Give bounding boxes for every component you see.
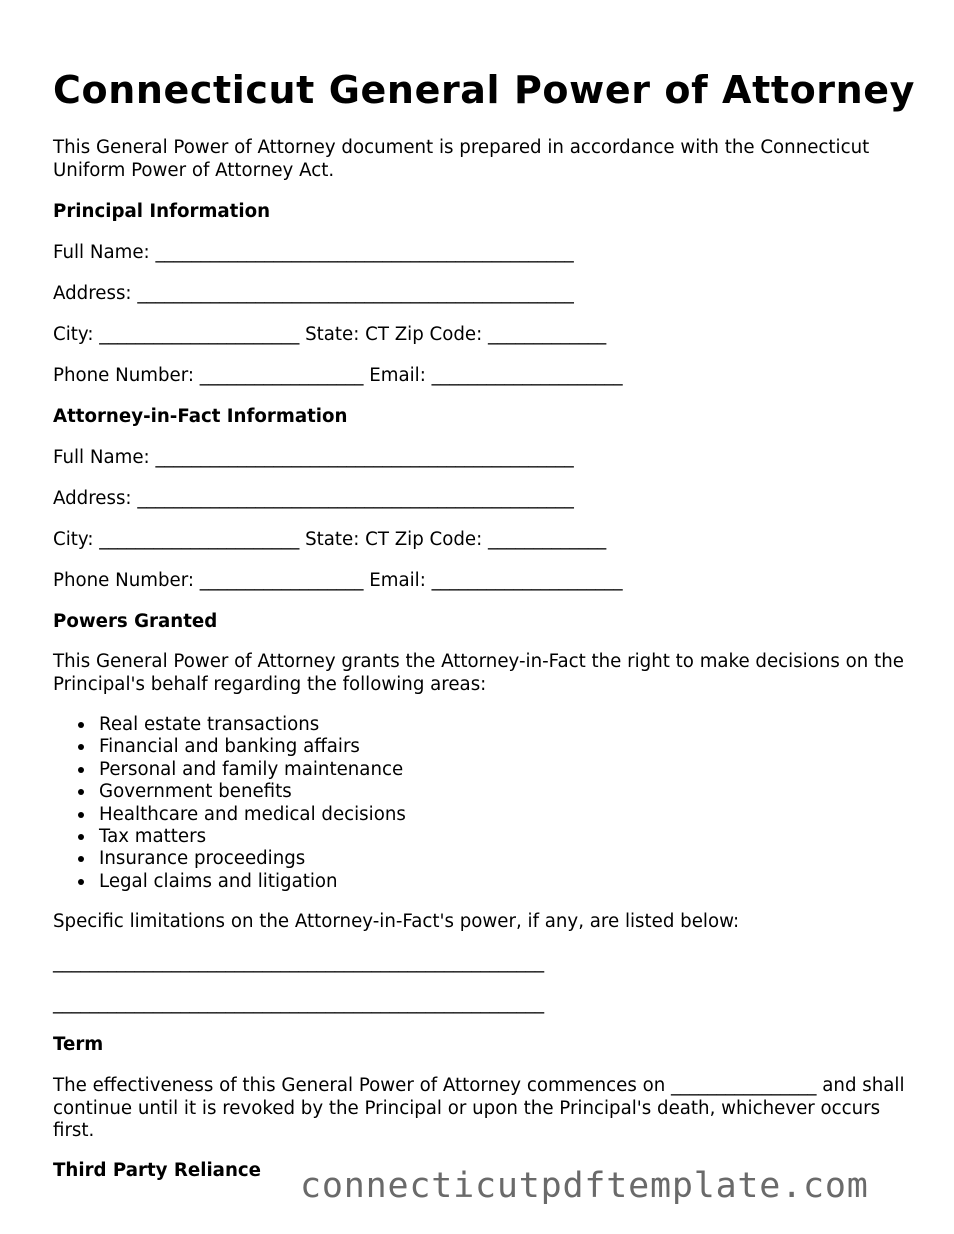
- limitations-text: Specific limitations on the Attorney-in-Fact's power, if any, are listed below:: [53, 911, 740, 932]
- limitation-line-1[interactable]: ______________________________________________________: [53, 952, 545, 973]
- limitation-line-2[interactable]: ______________________________________________________: [53, 993, 545, 1014]
- list-item: Insurance proceedings: [53, 848, 406, 870]
- list-item: Financial and banking affairs: [53, 736, 406, 758]
- principal-heading: Principal Information: [53, 201, 271, 222]
- document-title: Connecticut General Power of Attorney: [53, 68, 916, 112]
- attorney-heading: Attorney-in-Fact Information: [53, 406, 348, 427]
- list-item: Healthcare and medical decisions: [53, 804, 406, 826]
- watermark-text: connecticutpdftemplate.com: [300, 1166, 869, 1206]
- powers-intro-paragraph: This General Power of Attorney grants the Attorney-in-Fact the right to make decisions on the Principal's behalf regarding the following areas:: [53, 651, 904, 695]
- powers-list: [53, 714, 406, 893]
- principal-address-field[interactable]: Address: ________________________________________________: [53, 283, 574, 304]
- list-item: Government benefits: [53, 781, 406, 803]
- term-heading: Term: [53, 1034, 104, 1055]
- list-item: Real estate transactions: [53, 714, 406, 736]
- attorney-full-name-field[interactable]: Full Name: ______________________________________________: [53, 447, 574, 468]
- intro-paragraph: This General Power of Attorney document is prepared in accordance with the Connecticut Uniform Power of Attorney Act.: [53, 137, 870, 181]
- powers-heading: Powers Granted: [53, 611, 218, 632]
- principal-phone-email-field[interactable]: Phone Number: __________________ Email: _____________________: [53, 365, 623, 386]
- list-item: Tax matters: [53, 826, 406, 848]
- attorney-city-state-zip-field[interactable]: City: ______________________ State: CT Zip Code: _____________: [53, 529, 607, 550]
- principal-full-name-field[interactable]: Full Name: ______________________________________________: [53, 242, 574, 263]
- principal-city-state-zip-field[interactable]: City: ______________________ State: CT Zip Code: _____________: [53, 324, 607, 345]
- reliance-heading: Third Party Reliance: [53, 1160, 262, 1181]
- list-item: Legal claims and litigation: [53, 871, 406, 893]
- term-paragraph: The effectiveness of this General Power of Attorney commences on ________________ and shall continue until it is revoked by the Principal or upon the Principal's death, whichever occurs first.: [53, 1075, 905, 1141]
- attorney-phone-email-field[interactable]: Phone Number: __________________ Email: _____________________: [53, 570, 623, 591]
- list-item: Personal and family maintenance: [53, 759, 406, 781]
- attorney-address-field[interactable]: Address: ________________________________________________: [53, 488, 574, 509]
